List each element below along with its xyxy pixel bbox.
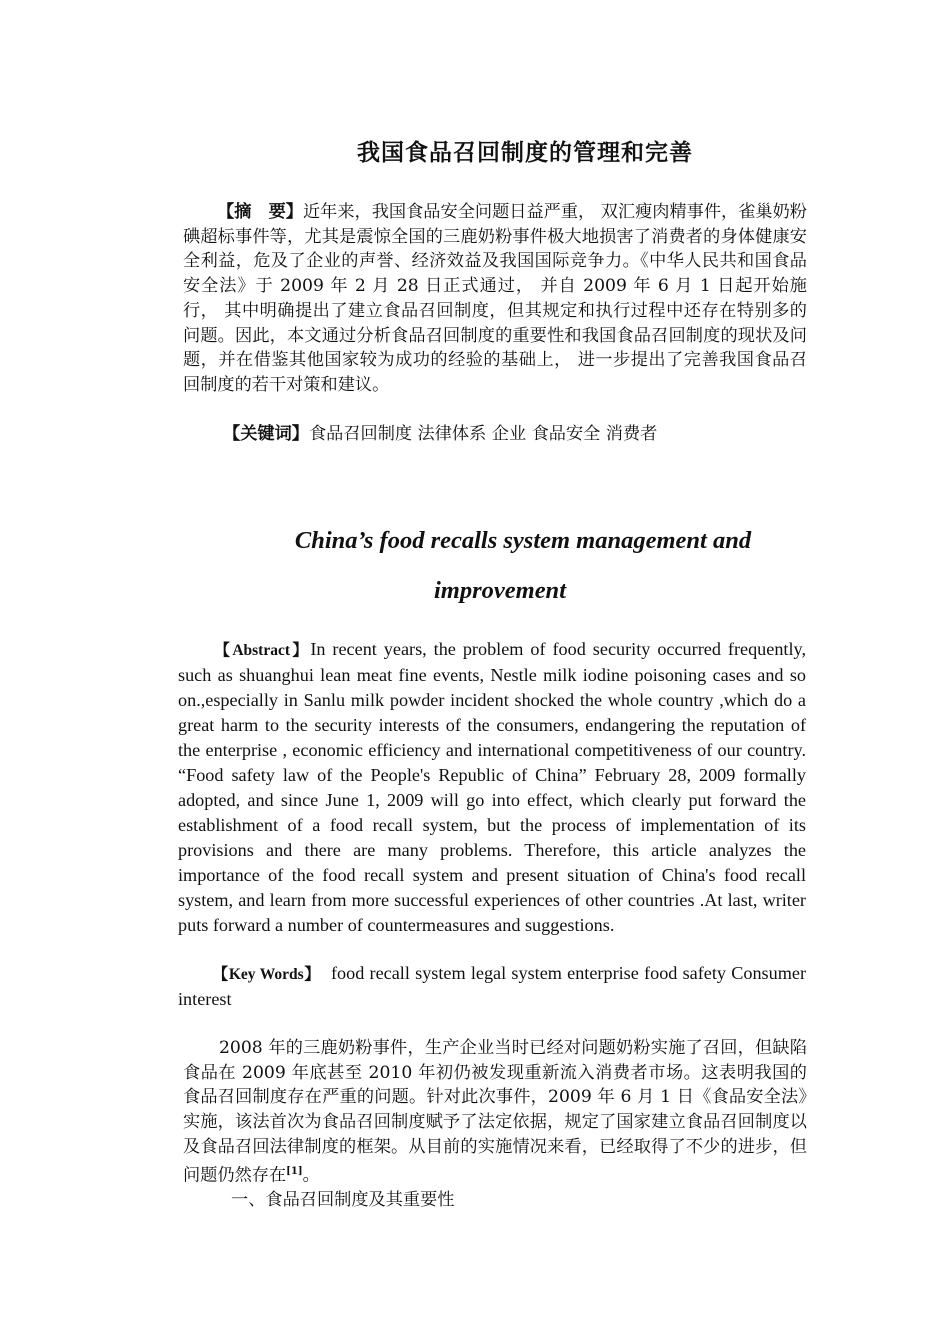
intro-paragraph: [183, 1036, 807, 1188]
chinese-title: 我国食品召回制度的管理和完善: [357, 140, 693, 166]
intro-text: 2008 年的三鹿奶粉事件，生产企业当时已经对问题奶粉实施了召回，但缺陷食品在 2009 年底甚至 2010 年初仍被发现重新流入消费者市场。这表明我国的食品召回制度存在严重的问题。针对此次事件，2009 年 6 月 1 日《食品安全法》实施，该法首次为食品召回制度赋予了法定依据，规定了国家建立食品召回制度以及食品召回法律制度的框架。从目前的实施情况来看，已经取得了不少的进步，但问题仍然存在: [183, 1038, 807, 1186]
english-keywords: [178, 961, 806, 1012]
chinese-abstract-label: 【摘 要】: [217, 202, 303, 222]
section-heading: 一、食品召回制度及其重要性: [231, 1190, 455, 1210]
chinese-abstract: [183, 200, 807, 398]
english-abstract-label: 【Abstract】: [212, 642, 311, 659]
intro-end: 。: [302, 1165, 320, 1186]
english-title-line2: improvement: [433, 577, 566, 604]
english-keywords-label: 【Key Words】: [212, 966, 321, 983]
chinese-keywords: [183, 422, 807, 447]
english-abstract: [178, 637, 806, 938]
chinese-keywords-label: 【关键词】: [223, 424, 309, 444]
chinese-keywords-text: 食品召回制度 法律体系 企业 食品安全 消费者: [308, 424, 658, 444]
citation-ref: [1]: [286, 1165, 303, 1177]
chinese-abstract-text: 近年来，我国食品安全问题日益严重， 双汇瘦肉精事件，雀巢奶粉碘超标事件等，尤其是震惊全国的三鹿奶粉事件极大地损害了消费者的身体健康安全利益，危及了企业的声誉、经济效益及我国国际竞争力。《中华人民共和国食品安全法》于 2009 年 2 月 28 日正式通过， 并自 2009 年 6 月 1 日起开始施行， 其中明确提出了建立食品召回制度，但其规定和执行过程中还存在特别多的问题。因此，本文通过分析食品召回制度的重要性和我国食品召回制度的现状及问题，并在借鉴其他国家较为成功的经验的基础上， 进一步提出了完善我国食品召回制度的若干对策和建议。: [183, 202, 807, 395]
english-abstract-text: In recent years, the problem of food security occurred frequently, such as shuanghui lean meat fine events, Nestle milk iodine poisoning cases and so on.,especially in Sanlu milk powder incident shocked the whole country ,which do a great harm to the security interests of the consumers, endangering the reputation of the enterprise , economic efficiency and international competitiveness of our country. “Food safety law of the People's Republic of China” February 28, 2009 formally adopted, and since June 1, 2009 will go into effect, which clearly put forward the establishment of a food recall system, but the process of implementation of its provisions and there are many problems. Therefore, this article analyzes the importance of the food recall system and present situation of China's food recall system, and learn from more successful experiences of other countries .At last, writer puts forward a number of countermeasures and suggestions.: [178, 639, 806, 935]
english-keywords-text: food recall system legal system enterprise food safety Consumer interest: [178, 963, 806, 1009]
english-title-line1: China’s food recalls system management and: [294, 527, 752, 554]
